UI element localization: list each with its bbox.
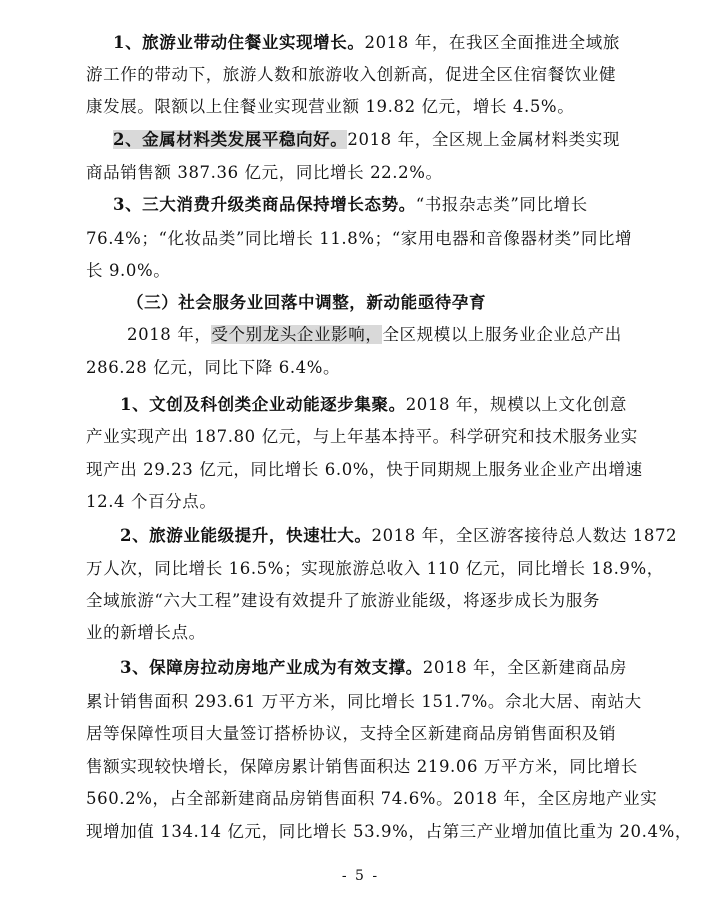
paragraph-line [127, 323, 622, 347]
paragraph-line: 万人次，同比增长 16.5%；实现旅游总收入 110 亿元，同比增长 18.9%， [86, 559, 664, 578]
paragraph-heading: 2、金属材料类发展平稳向好。 [113, 130, 348, 149]
paragraph-heading: 3、保障房拉动房地产业成为有效支撑。 [120, 658, 423, 677]
paragraph-text: 2018 年，在我区全面推进全域旅 [364, 33, 620, 52]
paragraph-line: 累计销售面积 293.61 万平方米，同比增长 151.7%。佘北大居、南站大 [86, 692, 642, 711]
paragraph-text: 2018 年，全区规上金属材料类实现 [347, 130, 620, 149]
paragraph-line: 现产出 29.23 亿元，同比增长 6.0%，快于同期规上服务业企业产出增速 [86, 460, 643, 479]
paragraph-line [120, 524, 677, 548]
paragraph-line: 现增加值 134.14 亿元，同比增长 53.9%，占第三产业增加值比重为 20.4%， [86, 822, 692, 841]
paragraph-heading: 3、三大消费升级类商品保持增长态势。 [113, 195, 416, 214]
paragraph-text: “书报杂志类”同比增长 [415, 195, 588, 214]
paragraph-line: 长 9.0%。 [86, 261, 171, 280]
paragraph-line: 居等保障性项目大量签订搭桥协议，支持全区新建商品房销售面积及销 [86, 724, 617, 743]
paragraph-line [113, 193, 588, 217]
paragraph-line [120, 393, 627, 417]
paragraph-text: 2018 年，全区新建商品房 [422, 658, 627, 677]
paragraph-line: 286.28 亿元，同比下降 6.4%。 [86, 358, 341, 377]
paragraph-line [113, 128, 620, 152]
paragraph-line: 全域旅游“六大工程”建设有效提升了旅游业能级，将逐步成长为服务 [86, 591, 600, 610]
paragraph-line: 12.4 个百分点。 [86, 492, 217, 511]
paragraph-text: 2018 年，全区游客接待总人数达 1872 [371, 526, 678, 545]
paragraph-line: 商品销售额 387.36 亿元，同比增长 22.2%。 [86, 163, 443, 182]
highlighted-text: 受个别龙头企业影响， [211, 325, 383, 344]
page-number: - 5 - [341, 868, 380, 884]
paragraph-line: 康发展。限额以上住餐业实现营业额 19.82 亿元，增长 4.5%。 [86, 97, 575, 116]
paragraph-line: 游工作的带动下，旅游人数和旅游收入创新高，促进全区住宿餐饮业健 [86, 65, 617, 84]
paragraph-line [113, 31, 620, 55]
paragraph-line: 产业实现产出 187.80 亿元，与上年基本持平。科学研究和技术服务业实 [86, 427, 638, 446]
paragraph-line: 售额实现较快增长，保障房累计销售面积达 219.06 万平方米，同比增长 [86, 757, 638, 776]
paragraph-line [120, 656, 627, 680]
paragraph-line: 业的新增长点。 [86, 623, 206, 642]
paragraph-line: 76.4%；“化妆品类”同比增长 11.8%；“家用电器和音像器材类”同比增 [86, 229, 633, 248]
paragraph-heading: 1、文创及科创类企业动能逐步集聚。 [120, 395, 406, 414]
paragraph-heading: 1、旅游业带动住餐业实现增长。 [113, 33, 365, 52]
paragraph-text: 2018 年， [127, 325, 212, 344]
paragraph-heading: 2、旅游业能级提升，快速壮大。 [120, 526, 372, 545]
paragraph-text: 2018 年，规模以上文化创意 [405, 395, 627, 414]
section-heading: （三）社会服务业回落中调整，新动能亟待孕育 [127, 293, 487, 312]
paragraph-line: 560.2%，占全部新建商品房销售面积 74.6%。2018 年，全区房地产业实 [86, 789, 658, 808]
paragraph-text: 全区规模以上服务业企业总产出 [382, 325, 622, 344]
